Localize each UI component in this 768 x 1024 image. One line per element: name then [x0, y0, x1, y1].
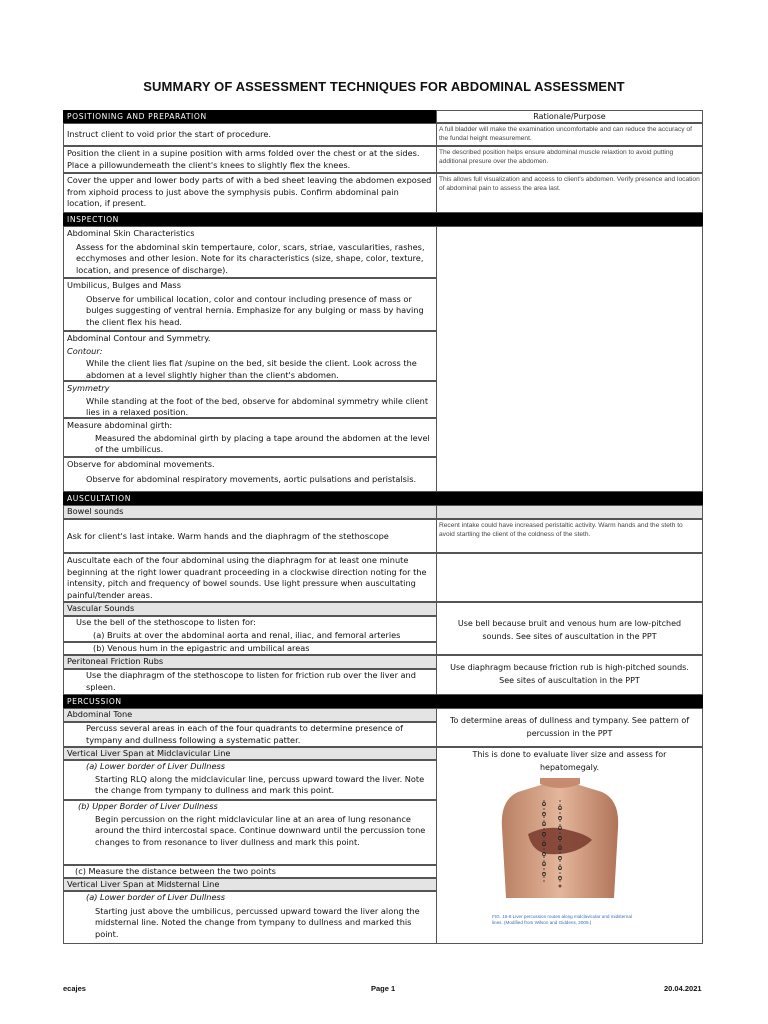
- prep-rationale-position: [436, 146, 703, 173]
- vascular-a: (a) Bruits at over the abdominal aorta and renal, iliac, and femoral arteries: [93, 629, 401, 640]
- footer-date: 20.04.2021: [664, 984, 702, 993]
- prep-text: Position the client in a supine position with arms folded over the chest or at the sides. Place a pillowundemeath the client's knees to slightly flex the knees.: [67, 148, 420, 170]
- rationale-text: A full bladder will make the examination uncomfortable and can reduce the accuracy of the fundal height measurement.: [439, 126, 692, 143]
- inspection-movements: [63, 457, 437, 492]
- mcl-a-label: (a) Lower border of Liver Dullness: [86, 761, 226, 771]
- figure-caption: FIG. 16-8 Liver percussion routes along midclavicular and midsternal lines. (Modified from Wilson and Giddens, 2009.): [492, 914, 632, 925]
- mcl-b: [63, 800, 437, 865]
- symmetry-text: While standing at the foot of the bed, observe for abdominal symmetry while client lies in a relaxed position.: [86, 395, 429, 418]
- umbilicus-text: Observe for umbilical location, color and contour including presence of mass or bulges suggesting of ventral hernia. Emphasize for any bulging or mass by having the client flex his head.: [86, 293, 424, 327]
- tone-title: Abdominal Tone: [67, 709, 133, 719]
- bowel-sounds-title: Bowel sounds: [67, 506, 124, 516]
- page-title: SUMMARY OF ASSESSMENT TECHNIQUES FOR ABDOMINAL ASSESSMENT: [143, 79, 625, 94]
- inspection-umbilicus: [63, 278, 437, 331]
- inspection-skin: [63, 226, 437, 278]
- msl-a-label: (a) Lower border of Liver Dullness: [86, 892, 226, 902]
- section-header-positioning: POSITIONING AND PREPARATION: [63, 110, 437, 123]
- mcl-a-text: Starting RLQ along the midclavicular line, percuss upward toward the liver. Note the change from tympany to dullness and mark this point.: [95, 773, 425, 796]
- girth-title: Measure abdominal girth:: [67, 420, 173, 430]
- skin-text: Assess for the abdominal skin tempertaure, color, scars, striae, vascularities, rashes, ecchymoses and other lesion. Note for its characteristics (size, shape, color, texture, location, and presence of discharge).: [76, 241, 425, 275]
- footer-author: ecajes: [63, 984, 86, 993]
- prep-row-void: [63, 123, 437, 146]
- friction-rubs-row: [63, 655, 437, 669]
- prep-rationale-cover: [436, 173, 703, 213]
- vascular-text: Use the bell of the stethoscope to listen for:: [76, 617, 256, 627]
- inspection-girth: [63, 418, 437, 457]
- rationale-text: Use diaphragm because friction rub is high-pitched sounds. See sites of auscultation in the PPT: [450, 663, 689, 685]
- symmetry-label: Symmetry: [67, 383, 110, 393]
- contour-text: While the client lies flat /supine on the bed, sit beside the client. Look across the abdomen at a level slightly higher than the client's abdomen.: [86, 358, 417, 380]
- tone-text: Percuss several areas in each of the four quadrants to determine presence of tympany and dullness following a systematic patter.: [86, 723, 404, 745]
- rationale-header: Rationale/Purpose: [436, 110, 703, 123]
- msl-title-row: [63, 878, 437, 891]
- section-header-inspection: INSPECTION: [63, 213, 703, 226]
- vascular-b: (b) Venous hum in the epigastric and umbilical areas: [93, 643, 310, 653]
- skin-title: Abdominal Skin Characteristics: [67, 228, 195, 238]
- tone-detail: [63, 722, 437, 747]
- prep-text: Cover the upper and lower body parts of with a bed sheet leaving the abdomen exposed from xiphoid process to just above the symphysis pubis. Confirm abdominal pain location, if present.: [67, 175, 432, 209]
- rationale-text: Recent intake could have increased peristaltic activity. Warm hands and the steth to avoid startling the client of the coldness of the steth.: [439, 522, 683, 539]
- mcl-b-text: Begin percussion on the right midclavicular line at an area of lung resonance around the third intercostal space. Continue downward until the percussion tone changes to from resonance to liver dullness and mark this point.: [95, 813, 426, 847]
- msl-title: Vertical Liver Span at Midsternal Line: [67, 879, 220, 889]
- vascular-title: Vascular Sounds: [67, 603, 135, 613]
- rationale-text: The described position helps ensure abdominal muscle relaxtion to avoid putting additional presure over the abdomen.: [439, 149, 674, 166]
- rationale-text: This is done to evaluate liver size and assess for hepatomegaly.: [472, 750, 667, 772]
- prep-row-cover: [63, 173, 437, 213]
- contour-title: Abdominal Contour and Symmetry.: [67, 333, 211, 343]
- intake-text: Ask for client's last intake. Warm hands and the diaphragm of the stethoscope: [67, 531, 389, 541]
- footer-page: Page 1: [371, 984, 396, 993]
- friction-text: Use the diaphragm of the stethoscope to listen for friction rub over the liver and spleen.: [86, 670, 416, 692]
- inspection-contour: [63, 331, 437, 381]
- vascular-rationale: [436, 602, 703, 655]
- prep-row-position: [63, 146, 437, 173]
- section-header-percussion: PERCUSSION: [63, 695, 703, 708]
- movements-text: Observe for abdominal respiratory movements, aortic pulsations and peristalsis.: [86, 473, 417, 484]
- vascular-sounds-row: [63, 602, 437, 616]
- inspection-symmetry: [63, 381, 437, 418]
- intake-rationale: [436, 519, 703, 553]
- girth-text: Measured the abdominal girth by placing a tape around the abdomen at the level of the umbilicus.: [95, 432, 430, 455]
- mcl-title-row: [63, 747, 437, 760]
- bowel-sounds-rationale: [436, 505, 703, 519]
- section-header-auscultation: AUSCULTATION: [63, 492, 703, 505]
- mcl-a: [63, 760, 437, 800]
- msl-a: [63, 891, 437, 944]
- friction-title: Peritoneal Friction Rubs: [67, 656, 164, 666]
- contour-label: Contour:: [67, 345, 103, 356]
- mcl-c-text: (c) Measure the distance between the two points: [75, 866, 276, 876]
- auscultation-intake: [63, 519, 437, 553]
- liver-percussion-figure: [488, 778, 632, 898]
- vascular-detail: [63, 616, 437, 642]
- movements-title: Observe for abdominal movements.: [67, 459, 215, 469]
- vascular-b-row: [63, 642, 437, 655]
- rationale-text: To determine areas of dullness and tympany. See pattern of percussion in the PPT: [449, 716, 690, 738]
- prep-rationale-void: [436, 123, 703, 146]
- friction-rationale: [436, 655, 703, 695]
- mcl-title: Vertical Liver Span at Midclavicular Line: [67, 748, 231, 758]
- tone-rationale: [436, 708, 703, 747]
- rationale-text: This allows full visualization and access to client's abdomen. Verify presence and location of abdominal pain to assess the area last.: [439, 176, 700, 193]
- mcl-b-label: (b) Upper Border of Liver Dullness: [78, 801, 218, 811]
- abdominal-tone-row: [63, 708, 437, 722]
- prep-text: Instruct client to void prior the start of procedure.: [67, 129, 271, 139]
- mcl-c: [63, 865, 437, 878]
- torso-illustration: [488, 778, 632, 898]
- friction-detail: [63, 669, 437, 695]
- rationale-text: Use bell because bruit and venous hum are low-pitched sounds. See sites of auscultation in the PPT: [457, 619, 682, 641]
- msl-a-text: Starting just above the umbilicus, percussed upward toward the liver along the midsternal line. Noted the change from tympany to dullness and marked this point.: [95, 905, 420, 939]
- umbilicus-title: Umbilicus, Bulges and Mass: [67, 280, 181, 290]
- auscultation-quadrants: [63, 553, 437, 602]
- inspection-rationale-cell: [436, 226, 703, 492]
- bowel-sounds-row: [63, 505, 437, 519]
- quadrants-rationale: [436, 553, 703, 602]
- quadrants-text: Auscultate each of the four abdominal using the diaphragm for at least one minute beginning at the right lower quadrant proceeding in a clockwise direction noting for the intensity, pitch and frequency of bowel sounds. Use light pressure when auscultating painful/tender areas.: [67, 555, 427, 600]
